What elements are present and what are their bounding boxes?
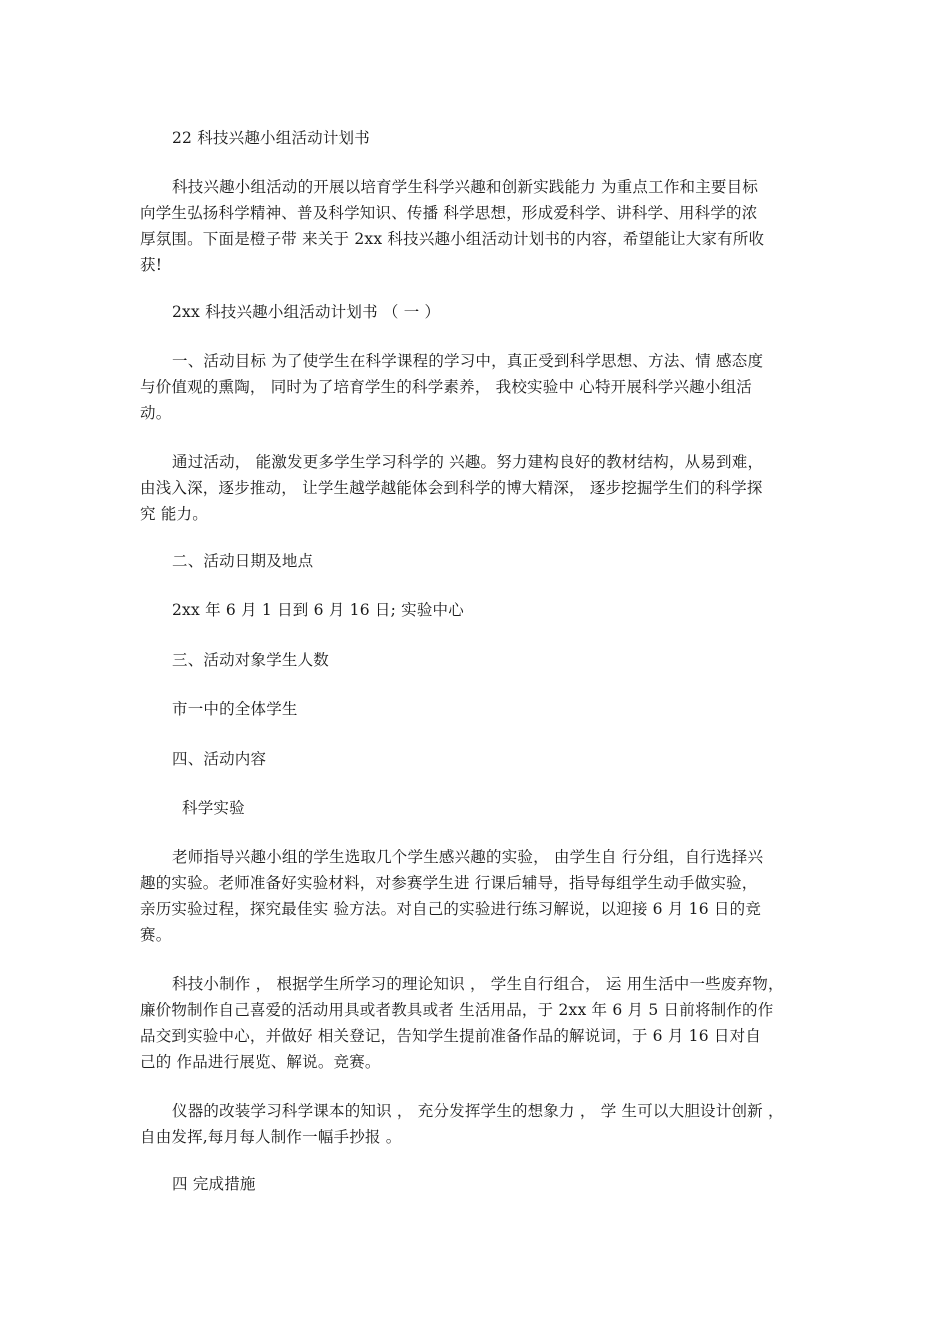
dates-text: 2xx 年 6 月 1 日到 6 月 16 日; 实验中心 xyxy=(172,601,464,619)
document-title: 22 科技兴趣小组活动计划书 xyxy=(172,129,370,147)
heading-measures: 四 完成措施 xyxy=(172,1175,256,1193)
section1b-line-2: 由浅入深，逐步推动， 让学生越学越能体会到科学的博大精深， 逐步挖掘学生们的科学探 xyxy=(140,479,763,497)
experiment-line-3: 亲历实验过程，探究最佳实 验方法。对自己的实验进行练习解说，以迎接 6 月 16 日的竞 xyxy=(140,900,762,918)
experiment-line-4: 赛。 xyxy=(140,926,172,944)
section1-line-1: 一、活动目标 为了使学生在科学课程的学习中，真正受到科学思想、方法、情 感态度 xyxy=(172,352,764,370)
section1b-line-3: 究 能力。 xyxy=(140,505,208,523)
instrument-line-2: 自由发挥,每月每人制作一幅手抄报 。 xyxy=(140,1128,402,1146)
craft-line-4: 己的 作品进行展览、解说。竞赛。 xyxy=(140,1053,381,1071)
audience-text: 市一中的全体学生 xyxy=(172,700,298,718)
section1-line-3: 动。 xyxy=(140,404,172,422)
craft-line-2: 廉价物制作自己喜爱的活动用具或者教具或者 生活用品，于 2xx 年 6 月 5 日前将制作的作 xyxy=(140,1001,774,1019)
section1-line-2: 与价值观的熏陶， 同时为了培育学生的科学素养， 我校实验中 心特开展科学兴趣小组活 xyxy=(140,378,752,396)
intro-line-4: 获! xyxy=(140,256,163,274)
plan-subtitle: 2xx 科技兴趣小组活动计划书 （ 一 ） xyxy=(172,303,441,321)
heading-content: 四、活动内容 xyxy=(172,750,267,768)
heading-dates: 二、活动日期及地点 xyxy=(172,552,314,570)
section1b-line-1: 通过活动， 能激发更多学生学习科学的 兴趣。努力建构良好的教材结构，从易到难， xyxy=(172,453,764,471)
intro-line-3: 厚氛围。下面是橙子带 来关于 2xx 科技兴趣小组活动计划书的内容，希望能让大家有所收 xyxy=(140,230,765,248)
instrument-line-1: 仪器的改装学习科学课本的知识 ， 充分发挥学生的想象力 ， 学 生可以大胆设计创新 ， xyxy=(172,1102,784,1120)
intro-line-1: 科技兴趣小组活动的开展以培育学生科学兴趣和创新实践能力 为重点工作和主要目标 xyxy=(172,178,759,196)
craft-line-3: 品交到实验中心，并做好 相关登记，告知学生提前准备作品的解说词，于 6 月 16 日对自 xyxy=(140,1027,762,1045)
subheading-experiment: 科学实验 xyxy=(182,799,245,817)
experiment-line-1: 老师指导兴趣小组的学生选取几个学生感兴趣的实验， 由学生自 行分组，自行选择兴 xyxy=(172,848,764,866)
heading-audience: 三、活动对象学生人数 xyxy=(172,651,330,669)
intro-line-2: 向学生弘扬科学精神、普及科学知识、传播 科学思想，形成爱科学、讲科学、用科学的浓 xyxy=(140,204,758,222)
craft-line-1: 科技小制作 ， 根据学生所学习的理论知识 ， 学生自行组合， 运 用生活中一些废弃物， xyxy=(172,975,784,993)
experiment-line-2: 趣的实验。老师准备好实验材料，对参赛学生进 行课后辅导，指导每组学生动手做实验， xyxy=(140,874,758,892)
